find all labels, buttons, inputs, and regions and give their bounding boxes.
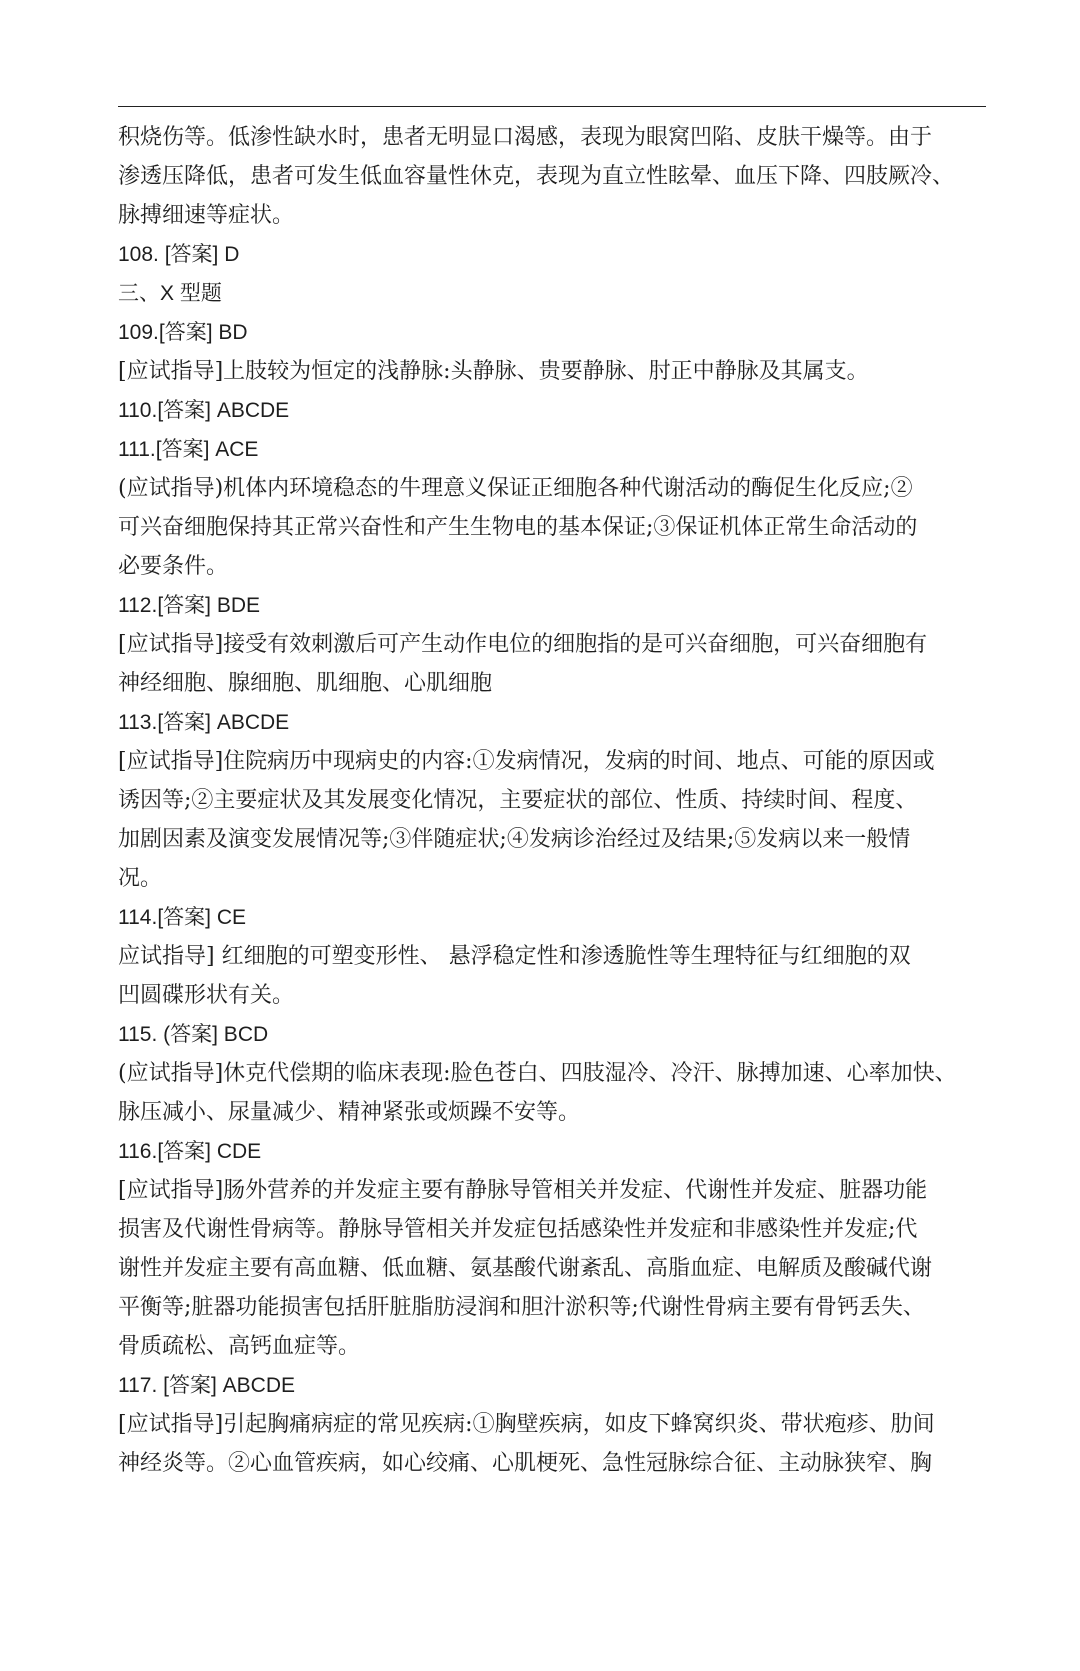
text-line: 应试指导] 红细胞的可塑变形性、 悬浮稳定性和渗透脆性等生理特征与红细胞的双 [118,944,911,969]
text-line: 况。 [118,866,163,891]
answer-line: 116.[答案] CDE [118,1140,262,1163]
answer-line: 109.[答案] BD [118,321,248,344]
answer-line: 112.[答案] BDE [118,594,260,617]
answer-line: 117. [答案] ABCDE [118,1374,296,1397]
text-line: 脉搏细速等症状。 [118,203,295,228]
text-line: 脉压减小、尿量减少、精神紧张或烦躁不安等。 [118,1100,581,1125]
text-line: [应试指导]上肢较为恒定的浅静脉:头静脉、贵要静脉、肘正中静脉及其属支。 [118,359,869,384]
text-line: 诱因等;②主要症状及其发展变化情况，主要症状的部位、性质、持续时间、程度、 [118,788,918,813]
text-line: 可兴奋细胞保持其正常兴奋性和产生生物电的基本保证;③保证机体正常生命活动的 [118,515,918,540]
text-line: 加剧因素及演变发展情况等;③伴随症状;④发病诊治经过及结果;⑤发病以来一般情 [118,827,911,852]
text-line: 必要条件。 [118,554,229,579]
text-line: 神经炎等。②心血管疾病，如心绞痛、心肌梗死、急性冠脉综合征、主动脉狭窄、胸 [118,1451,933,1476]
text-line: 谢性并发症主要有高血糖、低血糖、氨基酸代谢紊乱、高脂血症、电解质及酸碱代谢 [118,1256,933,1281]
answer-line: 115. (答案] BCD [118,1023,269,1046]
answer-line: 110.[答案] ABCDE [118,399,290,422]
text-line: (应试指导)机体内环境稳态的牛理意义保证正细胞各种代谢活动的酶促生化反应;② [118,476,913,501]
text-line: 损害及代谢性骨病等。静脉导管相关并发症包括感染性并发症和非感染性并发症;代 [118,1217,918,1242]
text-line: [应试指导]肠外营养的并发症主要有静脉导管相关并发症、代谢性并发症、脏器功能 [118,1178,928,1203]
text-line: [应试指导]引起胸痛病症的常见疾病:①胸壁疾病，如皮下蜂窝织炎、带状疱疹、肋间 [118,1412,935,1437]
document-body [118,118,986,1483]
answer-line: 108. [答案] D [118,243,240,266]
text-line: 神经细胞、腺细胞、肌细胞、心肌细胞 [118,671,493,696]
text-line: 凹圆碟形状有关。 [118,983,295,1008]
answer-line: 111.[答案] ACE [118,438,259,461]
text-line: (应试指导]休克代偿期的临床表现:脸色苍白、四肢湿冷、冷汗、脉搏加速、心率加快、 [118,1061,957,1086]
text-line: [应试指导]住院病历中现病史的内容:①发病情况，发病的时间、地点、可能的原因或 [118,749,935,774]
header-rule [118,106,986,107]
text-line: 骨质疏松、高钙血症等。 [118,1334,361,1359]
answer-line: 三、X 型题 [118,282,222,305]
text-line: 积烧伤等。低渗性缺水时，患者无明显口渴感，表现为眼窝凹陷、皮肤干燥等。由于 [118,125,933,150]
answer-line: 114.[答案] CE [118,906,246,929]
answer-line: 113.[答案] ABCDE [118,711,290,734]
text-line: [应试指导]接受有效刺激后可产生动作电位的细胞指的是可兴奋细胞，可兴奋细胞有 [118,632,928,657]
text-line: 平衡等;脏器功能损害包括肝脏脂肪浸润和胆汁淤积等;代谢性骨病主要有骨钙丢失、 [118,1295,925,1320]
text-line: 渗透压降低，患者可发生低血容量性休克，表现为直立性眩晕、血压下降、四肢厥冷、 [118,164,955,189]
